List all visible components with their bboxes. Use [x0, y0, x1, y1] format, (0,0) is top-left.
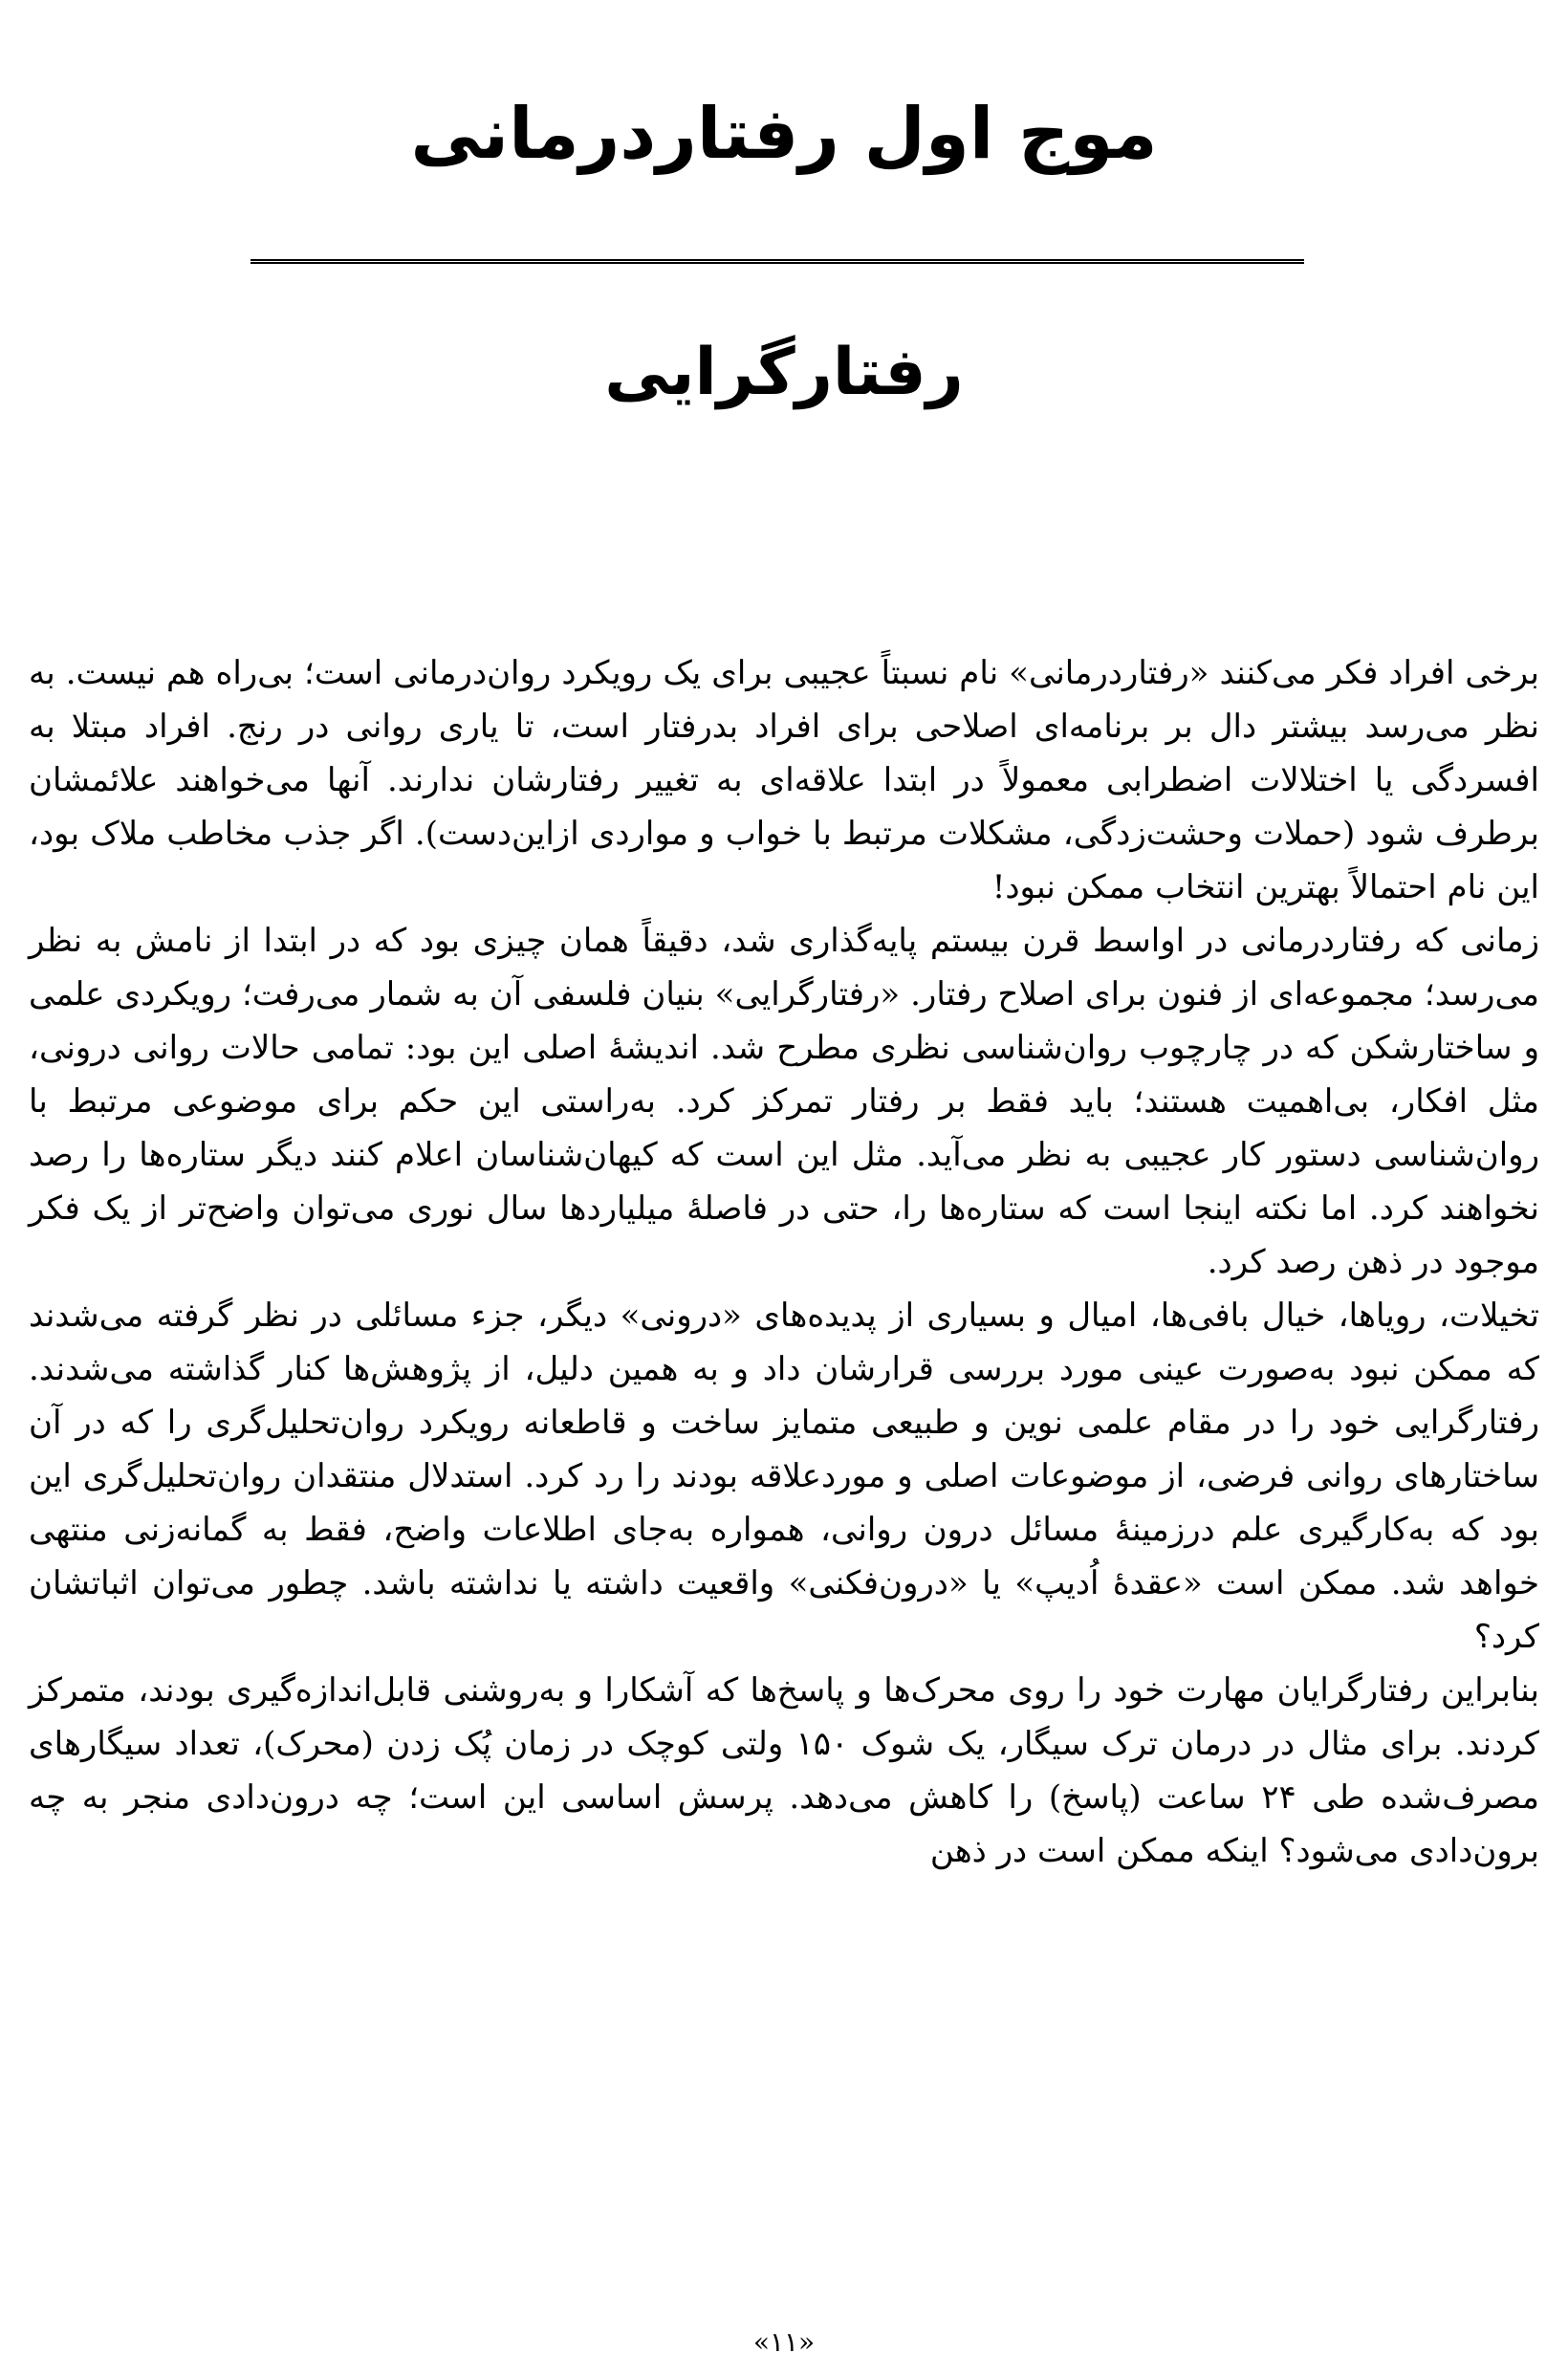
paragraph-3: تخیلات، رویاها، خیال بافی‌ها، امیال و بسیاری از پدیده‌های «درونی» دیگر، جزء مسائلی در نظر گرفته می‌شدند که ممکن نبود به‌صورت عینی مورد بررسی قرارشان داد و به همین دلیل، از پژوهش‌ها کنار گذاشته می‌شدند. رفتارگرایی خود را در مقام علمی نوین و طبیعی متمایز ساخت و قاطعانه رویکرد روان‌تحلیل‌گری را که در آن ساختارهای روانی فرضی، از موضوعات اصلی و موردعلاقه بودند را رد کرد. استدلال منتقدان روان‌تحلیل‌گری این بود که به‌کارگیری علم درزمینهٔ مسائل درون روانی، همواره به‌جای اطلاعات واضح، فقط به گمانه‌زنی منتهی خواهد شد. ممکن است «عقدهٔ اُدیپ» یا «درون‌فکنی» واقعیت داشته یا نداشته باشد. چطور می‌توان اثباتشان کرد؟ — [29, 1296, 1539, 1656]
chapter-title: موج اول رفتاردرمانی — [410, 93, 1158, 175]
paragraph-1: برخی افراد فکر می‌کنند «رفتاردرمانی» نام نسبتاً عجیبی برای یک رویکرد روان‌درمانی است؛ بی‌راه هم نیست. به نظر می‌رسد بیشتر دال بر برنامه‌ای اصلاحی برای افراد بدرفتار است، تا یاری روانی در رنج. افراد مبتلا به افسردگی یا اختلالات اضطرابی معمولاً در ابتدا علاقه‌ای به تغییر رفتارشان ندارند. آنها می‌خواهند علائمشان برطرف شود (حملات وحشت‌زدگی، مشکلات مرتبط با خواب و مواردی ازاین‌دست). اگر جذب مخاطب ملاک بود، این نام احتمالاً بهترین انتخاب ممکن نبود! — [29, 654, 1539, 906]
section-title: رفتارگرایی — [604, 335, 964, 410]
body-text — [29, 646, 1539, 1878]
paragraph-2: زمانی که رفتاردرمانی در اواسط قرن بیستم پایه‌گذاری شد، دقیقاً همان چیزی بود که در ابتدا از نامش به نظر می‌رسد؛ مجموعه‌ای از فنون برای اصلاح رفتار. «رفتارگرایی» بنیان فلسفی آن به شمار می‌رفت؛ رویکردی علمی و ساختارشکن که در چارچوب روان‌شناسی نظری مطرح شد. اندیشهٔ اصلی این بود: تمامی حالات روانی درونی، مثل افکار، بی‌اهمیت هستند؛ باید فقط بر رفتار تمرکز کرد. به‌راستی این حکم برای موضوعی مرتبط با روان‌شناسی دستور کار عجیبی به نظر می‌آید. مثل این است که کیهان‌شناسان اعلام کنند دیگر ستاره‌ها را رصد نخواهند کرد. اما نکته اینجا است که ستاره‌ها را، حتی در فاصلهٔ میلیاردها سال نوری می‌توان واضح‌تر از یک فکر موجود در ذهن رصد کرد. — [29, 922, 1539, 1281]
title-divider — [250, 259, 1304, 264]
page-number: «۱۱» — [752, 2326, 816, 2358]
paragraph-4: بنابراین رفتارگرایان مهارت خود را روی محرک‌ها و پاسخ‌ها که آشکارا و به‌روشنی قابل‌اندازه‌گیری بودند، متمرکز کردند. برای مثال در درمان ترک سیگار، یک شوک ۱۵۰ ولتی کوچک در زمان پُک زدن (محرک)، تعداد سیگارهای مصرف‌شده طی ۲۴ ساعت (پاسخ) را کاهش می‌دهد. پرسش اساسی این است؛ چه درون‌دادی منجر به چه برون‌دادی می‌شود؟ اینکه ممکن است در ذهن — [29, 1671, 1539, 1870]
